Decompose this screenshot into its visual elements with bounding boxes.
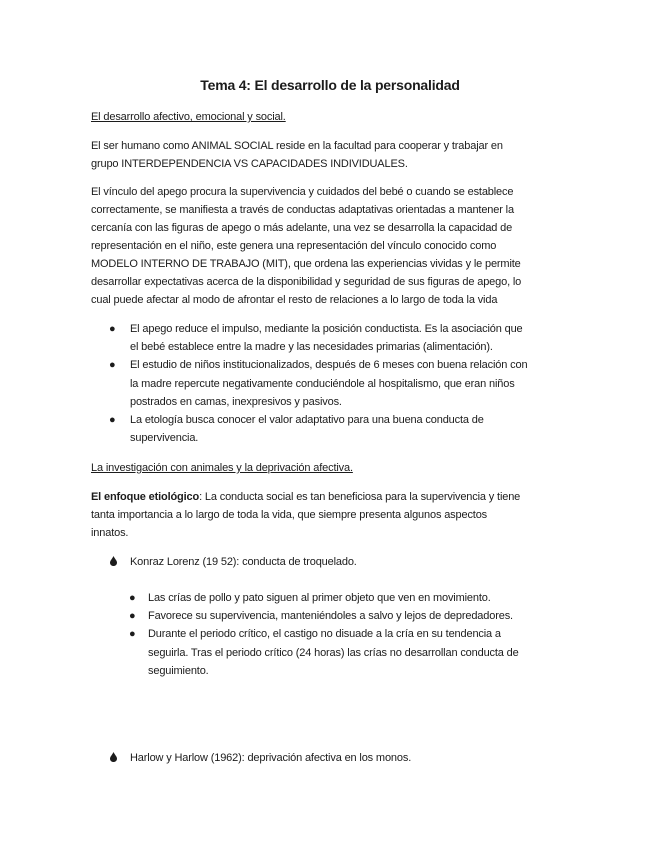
section-heading-investigacion: La investigación con animales y la deprivación afectiva. (91, 462, 353, 474)
list-item-line: El apego reduce el impulso, mediante la posición conductista. Es la asociación que (130, 323, 523, 335)
black-dot-icon: ● (129, 610, 136, 623)
page-title: Tema 4: El desarrollo de la personalidad (200, 77, 460, 93)
black-dot-icon: ● (109, 359, 116, 372)
paragraph-line: El vínculo del apego procura la supervivencia y cuidados del bebé o cuando se establece (91, 186, 514, 198)
section-heading-afectivo: El desarrollo afectivo, emocional y social. (91, 111, 286, 123)
paragraph-line: correctamente, se manifiesta a través de conductas adaptativas orientadas a mantener la (91, 204, 514, 216)
paragraph-line (91, 488, 520, 506)
paragraph-line: desarrollar expectativas acerca de la disponibilidad y seguridad de sus figuras de apego, lo (91, 276, 522, 288)
paragraph-line: innatos. (91, 527, 129, 539)
list-item-line: El estudio de niños institucionalizados, después de 6 meses con buena relación con (130, 359, 528, 372)
paragraph-line: cual puede afectar al modo de afrontar el resto de relaciones a lo largo de toda la vida (91, 294, 498, 306)
paragraph-line: El ser humano como ANIMAL SOCIAL reside en la facultad para cooperar y trabajar en (91, 140, 503, 152)
list-item-line: supervivencia. (130, 432, 199, 445)
lorenz-item-text: Konraz Lorenz (19 52): conducta de troquelado. (130, 556, 357, 568)
list-item (91, 589, 569, 607)
enfoque-label: El enfoque etiológico (91, 491, 200, 503)
list-item (91, 320, 569, 356)
list-item-line: postrados en camas, inexpresivos y pasivos. (130, 395, 342, 408)
list-item (91, 411, 569, 447)
drop-bullet-icon (110, 752, 117, 762)
black-dot-icon: ● (129, 628, 136, 641)
list-item-line: seguimiento. (148, 664, 209, 677)
list-item-line: La etología busca conocer el valor adaptativo para una buena conducta de (130, 414, 484, 427)
list-item (91, 553, 569, 571)
black-dot-icon: ● (109, 414, 116, 427)
drop-bullet-icon (110, 556, 117, 566)
paragraph-line: cercanía con las figuras de apego o más adelante, una vez se desarrolla la capacidad de (91, 222, 513, 234)
list-item-line: Durante el periodo crítico, el castigo no disuade a la cría en su tendencia a (148, 628, 501, 641)
list-item-line: seguirla. Tras el periodo crítico (24 horas) las crías no desarrollan conducta de (148, 646, 519, 659)
list-item-line: el bebé establece entre la madre y las necesidades primarias (alimentación). (130, 341, 493, 354)
list-item (91, 749, 569, 767)
apego-bullet-list (91, 320, 569, 447)
paragraph-line: grupo INTERDEPENDENCIA VS CAPACIDADES INDIVIDUALES. (91, 158, 408, 170)
black-dot-icon: ● (129, 592, 136, 604)
list-item (91, 607, 569, 625)
enfoque-text: : La conducta social es tan beneficiosa para la supervivencia y tiene (199, 491, 521, 503)
lorenz-bullet-list (91, 589, 569, 680)
black-dot-icon: ● (109, 323, 116, 335)
paragraph-line: representación en el niño, este genera una representación del vínculo conocido como (91, 240, 497, 252)
list-item (91, 625, 569, 680)
list-item (91, 356, 569, 411)
list-item-line: Favorece su supervivencia, manteniéndoles a salvo y lejos de depredadores. (148, 610, 513, 623)
paragraph-line: tanta importancia a lo largo de toda la vida, que siempre presenta algunos aspectos (91, 509, 488, 521)
list-item-line: Las crías de pollo y pato siguen al primer objeto que ven en movimiento. (148, 592, 491, 604)
paragraph-line: MODELO INTERNO DE TRABAJO (MIT), que ordena las experiencias vividas y le permite (91, 258, 521, 270)
list-item-line: la madre repercute negativamente conduciéndole al hospitalismo, que eran niños (130, 377, 515, 390)
harlow-item-text: Harlow y Harlow (1962): deprivación afectiva en los monos. (130, 752, 412, 764)
